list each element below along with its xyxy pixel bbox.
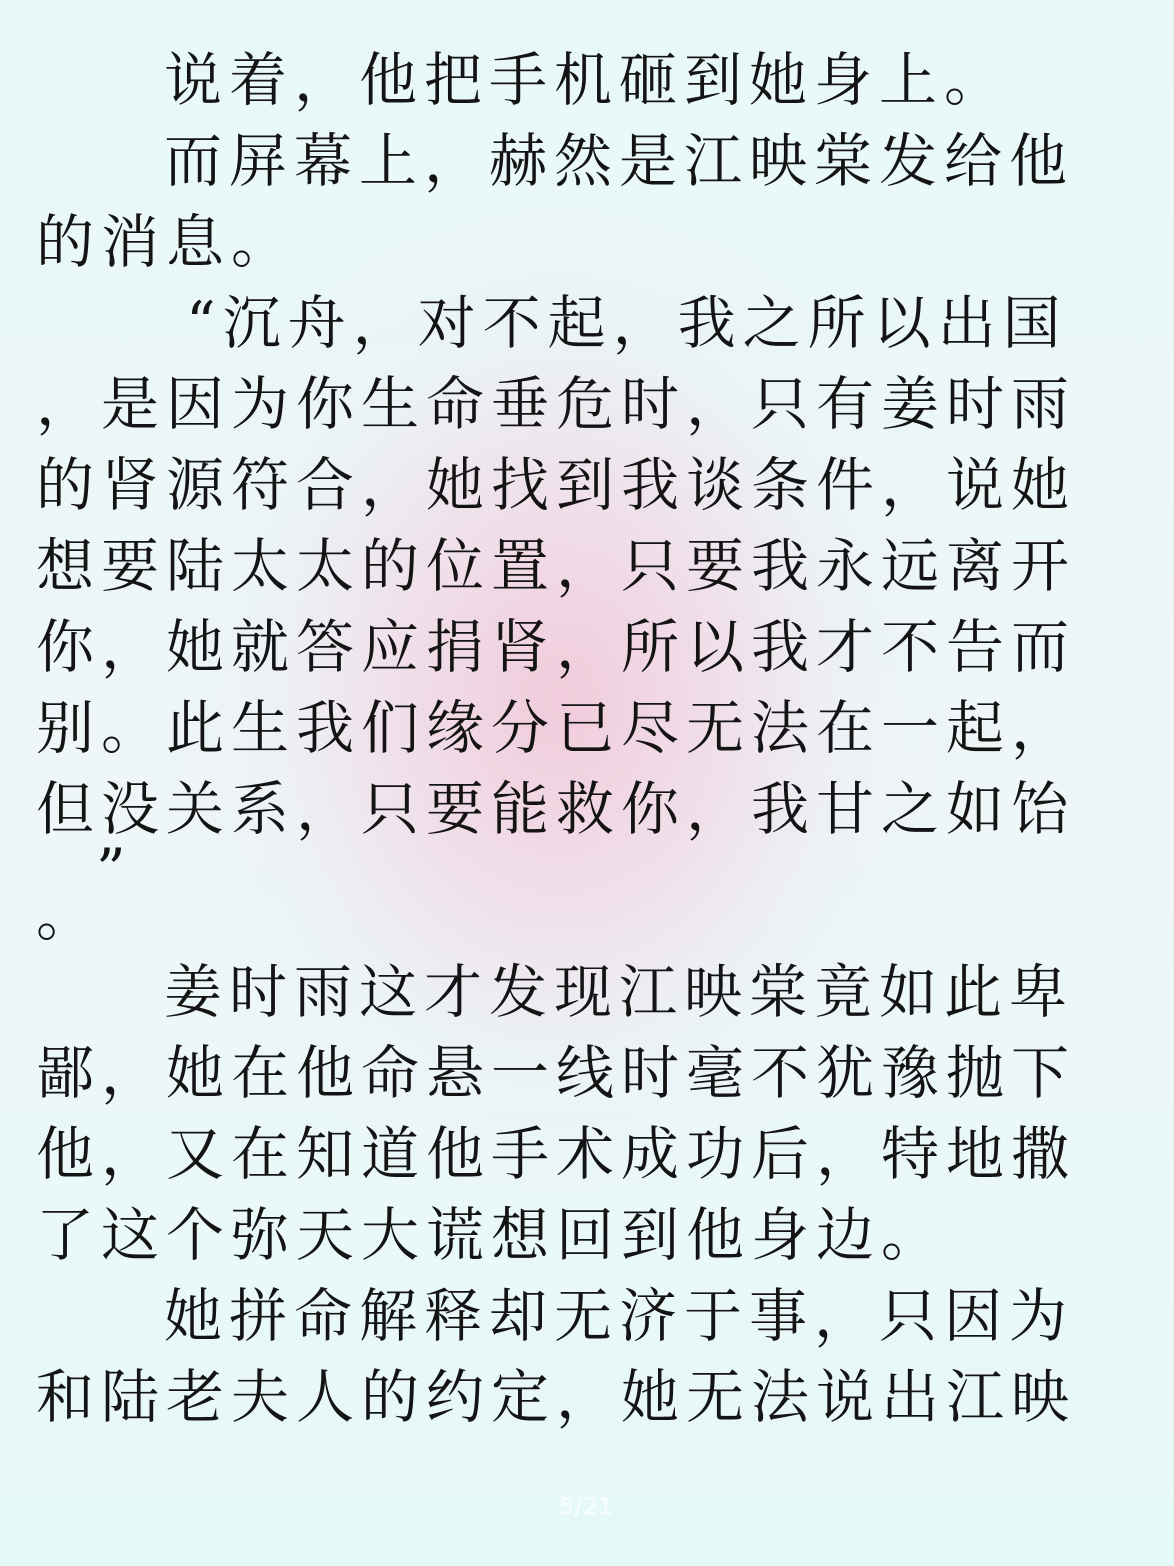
text-line: 而屏幕上，赫然是江映棠发给他 <box>164 127 1075 195</box>
text-line: 的消息。 <box>36 208 297 276</box>
text-line: 和陆老夫人的约定，她无法说出江映 <box>36 1363 1077 1431</box>
text-line: 姜时雨这才发现江映棠竟如此卑 <box>164 958 1075 1026</box>
text-line: 了这个弥天大谎想回到他身边。 <box>36 1201 947 1269</box>
text-line: ” <box>96 836 133 904</box>
text-line: 想要陆太太的位置，只要我永远离开 <box>36 532 1077 600</box>
page-indicator: 5/21 <box>560 1495 614 1520</box>
text-line: ，是因为你生命垂危时，只有姜时雨 <box>36 370 1077 438</box>
text-line: 。 <box>36 881 102 949</box>
text-line: 的肾源符合，她找到我谈条件，说她 <box>36 451 1077 519</box>
text-line: 他，又在知道他手术成功后，特地撒 <box>36 1120 1077 1188</box>
story-text <box>36 40 1086 1438</box>
text-line: 她拼命解释却无济于事，只因为 <box>164 1282 1075 1350</box>
text-line: 但没关系，只要能救你，我甘之如饴 <box>36 775 1077 843</box>
text-line: 鄙，她在他命悬一线时毫不犹豫抛下 <box>36 1039 1077 1107</box>
text-line: 你，她就答应捐肾，所以我才不告而 <box>36 613 1077 681</box>
text-line: “沉舟，对不起，我之所以出国 <box>186 289 1068 357</box>
text-line: 别。此生我们缘分已尽无法在一起， <box>36 694 1077 762</box>
text-line: 说着，他把手机砸到她身上。 <box>164 46 1010 114</box>
